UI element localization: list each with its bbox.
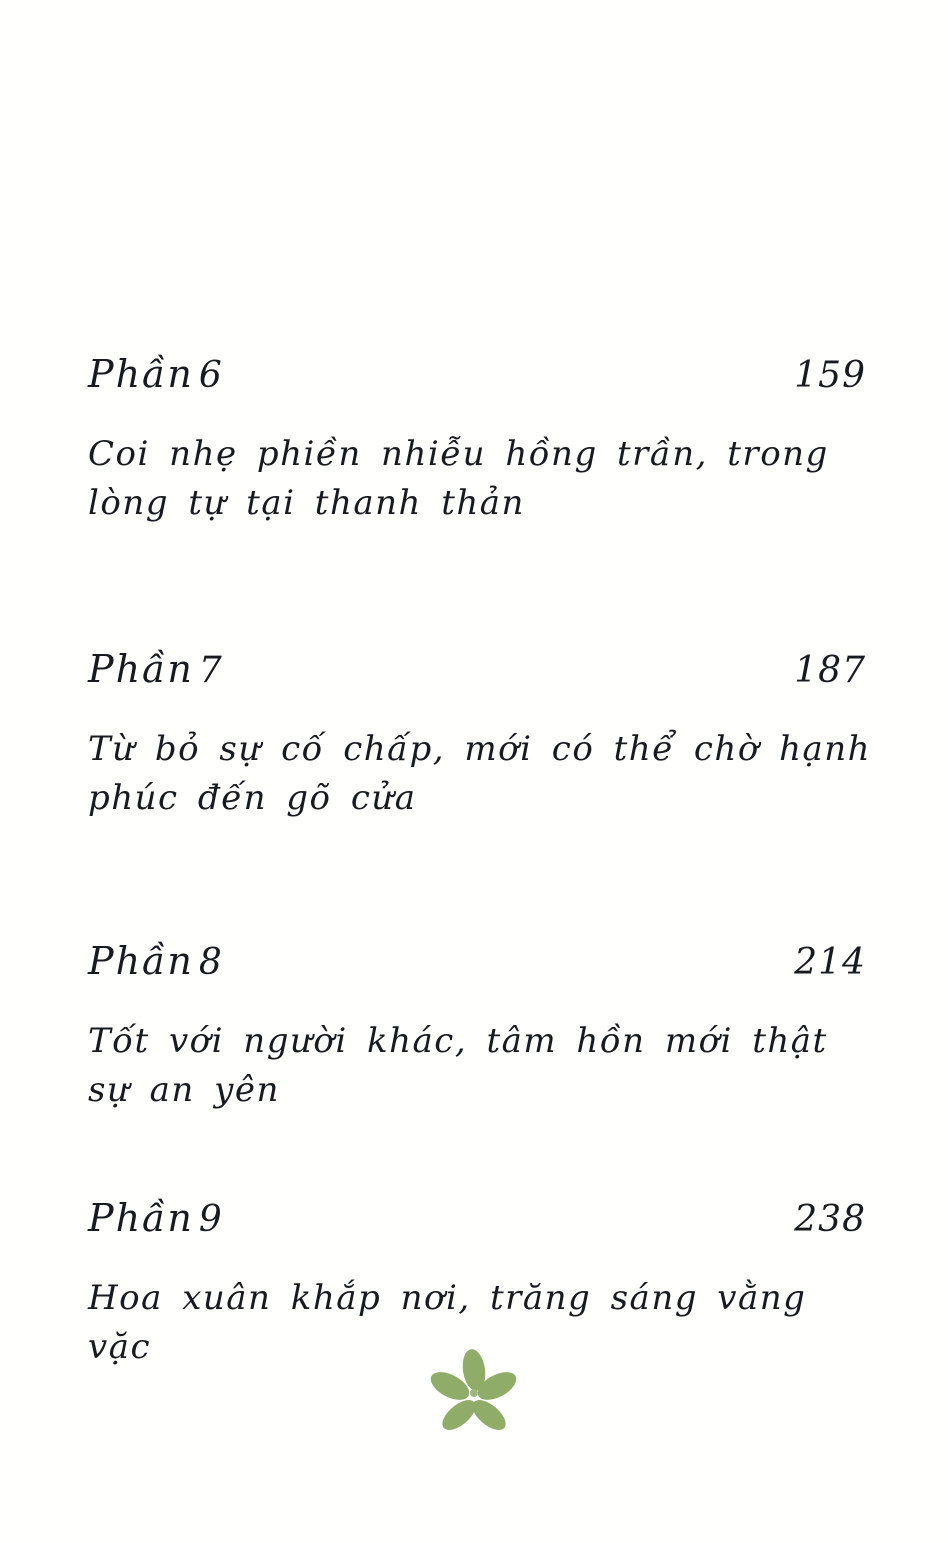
- toc-part-label: Phần: [88, 1195, 194, 1240]
- table-of-contents: [88, 352, 878, 1372]
- toc-page-number: 187: [794, 649, 866, 691]
- toc-part-heading: [88, 939, 223, 983]
- toc-part-number: 8: [198, 942, 223, 984]
- toc-entry[interactable]: [88, 647, 878, 824]
- toc-page-number: 238: [794, 1198, 866, 1240]
- toc-entry-header: [88, 647, 878, 691]
- toc-entry-title: Từ bỏ sự cố chấp, mới có thể chờ hạnh phúc đến gõ cửa: [88, 728, 872, 818]
- toc-entry-title: Tốt với người khác, tâm hồn mới thật sự an yên: [88, 1021, 828, 1111]
- toc-entry-header: [88, 1196, 878, 1240]
- toc-part-heading: [88, 1196, 223, 1240]
- toc-part-number: 9: [198, 1198, 223, 1240]
- toc-page-number: 214: [794, 942, 866, 984]
- toc-entry-header: [88, 939, 878, 983]
- toc-entry-title: Hoa xuân khắp nơi, trăng sáng vằng vặc: [88, 1277, 807, 1368]
- toc-part-label: Phần: [88, 939, 194, 984]
- toc-entry[interactable]: [88, 939, 878, 1116]
- toc-entry-title: Coi nhẹ phiền nhiễu hồng trần, trong lòng tự tại thanh thản: [88, 434, 829, 524]
- toc-part-label: Phần: [88, 352, 194, 396]
- toc-part-heading: [88, 647, 223, 691]
- flower-ornament-icon: [0, 1338, 948, 1452]
- toc-part-label: Phần: [88, 646, 194, 691]
- toc-part-number: 7: [198, 649, 223, 691]
- toc-part-heading: [88, 352, 223, 396]
- toc-entry[interactable]: [88, 352, 878, 529]
- toc-page-number: 159: [794, 355, 866, 396]
- toc-part-number: 6: [198, 355, 223, 396]
- toc-entry-header: [88, 352, 878, 396]
